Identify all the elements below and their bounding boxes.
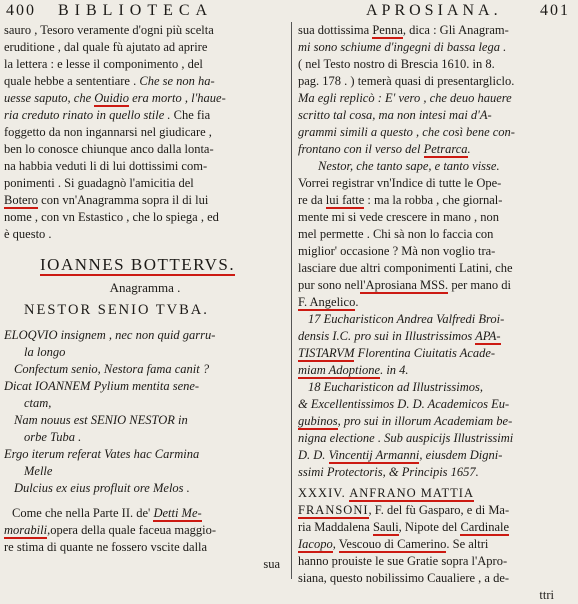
highlight-lui-fatte: lui fatte (325, 193, 365, 207)
text-line: hanno prouiste le sue Gratie sopra l'Apro- (298, 554, 508, 568)
text-line: sauro , Tesoro veramente d'ogni più scelta (4, 23, 214, 37)
text-line: mel permette . Chi sà non lo faccia con (298, 227, 494, 241)
text-line (298, 519, 574, 536)
text-span: re da (298, 193, 323, 207)
right-page-number: 401 (540, 2, 570, 19)
text-line: re stima di quante ne fossero vscite dalla (4, 540, 208, 554)
catchword: ttri (539, 588, 554, 602)
text-line: eruditione , dal quale fù ajutato ad aprire (4, 40, 208, 54)
text-span: uesse saputo, che (4, 91, 92, 105)
text-span: sua dottissima (298, 23, 370, 37)
text-line (298, 362, 574, 379)
text-line (298, 192, 574, 209)
text-span: . (467, 142, 471, 156)
text-line (298, 536, 574, 553)
text-span: pur sono nel (298, 278, 360, 292)
text-span: . (355, 295, 359, 309)
left-column (4, 22, 286, 579)
verse-line: Ergo iterum referat Vates hac Carmina (4, 447, 200, 461)
verse-line: la longo (24, 345, 66, 359)
text-line: grammi simili a questo , che così bene con- (298, 125, 515, 139)
text-line (298, 22, 574, 39)
text-span: Florentina Ciuitatis Acade- (357, 346, 496, 360)
text-line (4, 505, 286, 522)
text-line (298, 345, 574, 362)
verse-line: Nam nouus est SENIO NESTOR in (14, 413, 188, 427)
text-span: , Nipote del (398, 520, 458, 534)
text-line: 17 Eucharisticon Andrea Valfredi Broi- (308, 312, 505, 326)
text-line (4, 192, 286, 209)
text-span: densis I.C. pro sui in Illustrissimos (298, 329, 473, 343)
highlight-sauli: Sauli (372, 520, 399, 534)
text-span: per mano di (451, 278, 512, 292)
highlight-aprosiana-mss: l'Aprosiana MSS. (359, 278, 449, 292)
text-line (4, 90, 286, 107)
text-span: : ma la robba , che giornal- (367, 193, 503, 207)
text-line: ponimenti . Si guadagnò l'amicitia del (4, 176, 194, 190)
text-line: è questo . (4, 227, 52, 241)
text-line (298, 294, 574, 311)
text-line (298, 141, 574, 158)
text-line: foggetto da non ingannarsi nel giudicare , (4, 125, 212, 139)
text-line (4, 522, 286, 539)
gutter-divider (291, 22, 292, 579)
text-line: scritto tal cosa, ma non intesi mai d'A- (298, 108, 492, 122)
right-running-title: APROSIANA. (366, 2, 502, 19)
highlight-name-heading: IOANNES BOTTERVS. (40, 255, 236, 274)
highlight-angelico: F. Angelico (298, 295, 356, 309)
text-line: pag. 178 . ) temerà quasi di presentargliclo. (298, 74, 515, 88)
text-line: 18 Eucharisticon ad Illustrissimos, (308, 380, 484, 394)
text-span: . Se altri (446, 537, 489, 551)
highlight-penna: Penna (372, 23, 403, 37)
right-column (298, 22, 574, 602)
text-span: quale hebbe a sententiare . (4, 74, 137, 88)
highlight-petrarca: Petrarca (423, 142, 468, 156)
highlight-botero: Botero (4, 193, 39, 207)
left-running-title: BIBLIOTECA (58, 2, 214, 19)
text-line: siana, questo nobilissimo Caualiere , a de- (298, 571, 510, 585)
verse-line: Confectum senio, Nestora fama canit ? (14, 362, 210, 376)
text-line: ( nel Testo nostro di Brescia 1610. in 8. (298, 57, 495, 71)
text-line (4, 73, 286, 90)
text-span: ria Maddalena (298, 520, 370, 534)
text-span: frontano con il verso del (298, 142, 421, 156)
text-line: ssimi Protectoris, & Principis 1657. (298, 465, 479, 479)
verse-line: Dicat IOANNEM Pylium mentita sene- (4, 379, 200, 393)
catchword: sua (263, 557, 280, 571)
text-span: ,opera della quale faceua maggio- (47, 523, 217, 537)
text-line: mente mi si vede crescere in mano , non (298, 210, 499, 224)
verse-line: ctam, (24, 396, 52, 410)
verse-line: ELOQVIO insignem , nec non quid garru- (4, 328, 216, 342)
highlight-anfrano: ANFRANO MATTIA (349, 486, 475, 500)
text-line: Ma egli replicò : E' vero , che deuo hauere (298, 91, 512, 105)
anagram-title: NESTOR SENIO TVBA. (24, 302, 209, 318)
text-line (298, 328, 574, 345)
highlight-gubinos: gubinos (298, 414, 338, 428)
text-line (298, 277, 574, 294)
text-line: & Excellentissimos D. D. Academicos Eu- (298, 397, 510, 411)
text-line: mi sono schiume d'ingegni di bassa lega . (298, 40, 507, 54)
text-line: lasciare due altri componimenti Latini, che (298, 261, 513, 275)
anagram-label: Anagramma . (109, 280, 181, 295)
text-line: Vorrei registrar vn'Indice di tutte le Ope- (298, 176, 502, 190)
text-line: Nestor, che tanto sape, e tanto visse. (318, 159, 500, 173)
text-span: , pro sui in illorum Academiam be- (337, 414, 513, 428)
highlight-detti: Detti Me- (153, 506, 202, 520)
highlight-apatistarum-cont: TISTARVM (298, 346, 355, 360)
highlight-vescouo: Vescouo di Camerino (338, 537, 447, 551)
entry-heading-line (298, 485, 574, 502)
text-span: , eiusdem Digni- (419, 448, 503, 462)
highlight-apatistarum: APA- (475, 329, 501, 343)
text-span: , dica : Gli Anagram- (402, 23, 509, 37)
text-span: con vn'Anagramma sopra il di lui (41, 193, 209, 207)
italic-span: Che se non ha- (139, 74, 215, 88)
text-span: , F. del fù Gasparo, e di Ma- (368, 503, 510, 517)
text-line (4, 107, 286, 124)
verse-line: Melle (24, 464, 53, 478)
highlight-ovidio: Ouidio (94, 91, 129, 105)
text-line: miglior' occasione ? Mà non voglio tra- (298, 244, 496, 258)
left-page-number: 400 (6, 2, 36, 19)
highlight-morabili: morabili (4, 523, 48, 537)
text-line (298, 502, 574, 519)
text-line: la lettera : e lesse il componimento , del (4, 57, 203, 71)
text-span: Che fia (173, 108, 211, 122)
spacer (4, 497, 286, 505)
highlight-iacopo: Iacopo (298, 537, 333, 551)
text-line: ben lo conosce chiunque anco dalla lonta- (4, 142, 214, 156)
verse-line: orbe Tuba . (24, 430, 82, 444)
italic-span: ria creduto rinato in quello stile . (4, 108, 171, 122)
text-span: , (332, 537, 336, 551)
text-span: . in 4. (380, 363, 409, 377)
text-line (298, 413, 574, 430)
verse-line: Dulcius ex eius profluit ore Melos . (14, 481, 190, 495)
entry-number: XXXIV. (298, 486, 346, 500)
text-line: nigna electione . Sub auspicijs Illustrissimi (298, 431, 514, 445)
highlight-cardinale: Cardinale (460, 520, 510, 534)
text-line: na habbia veduti li di lui dottissimi com- (4, 159, 208, 173)
highlight-armanni: Vincentij Armanni (328, 448, 420, 462)
text-line: nome , con vn Estastico , che lo spiega , ed (4, 210, 219, 224)
highlight-fransoni: FRANSONI (298, 503, 369, 517)
text-span: era morto , l'haue- (132, 91, 226, 105)
text-line (298, 447, 574, 464)
text-span: D. D. (298, 448, 326, 462)
spacer (4, 243, 286, 253)
text-span: Come che nella Parte II. de' (12, 506, 151, 520)
highlight-adoptione: miam Adoptione (298, 363, 381, 377)
name-heading-line (4, 253, 286, 277)
